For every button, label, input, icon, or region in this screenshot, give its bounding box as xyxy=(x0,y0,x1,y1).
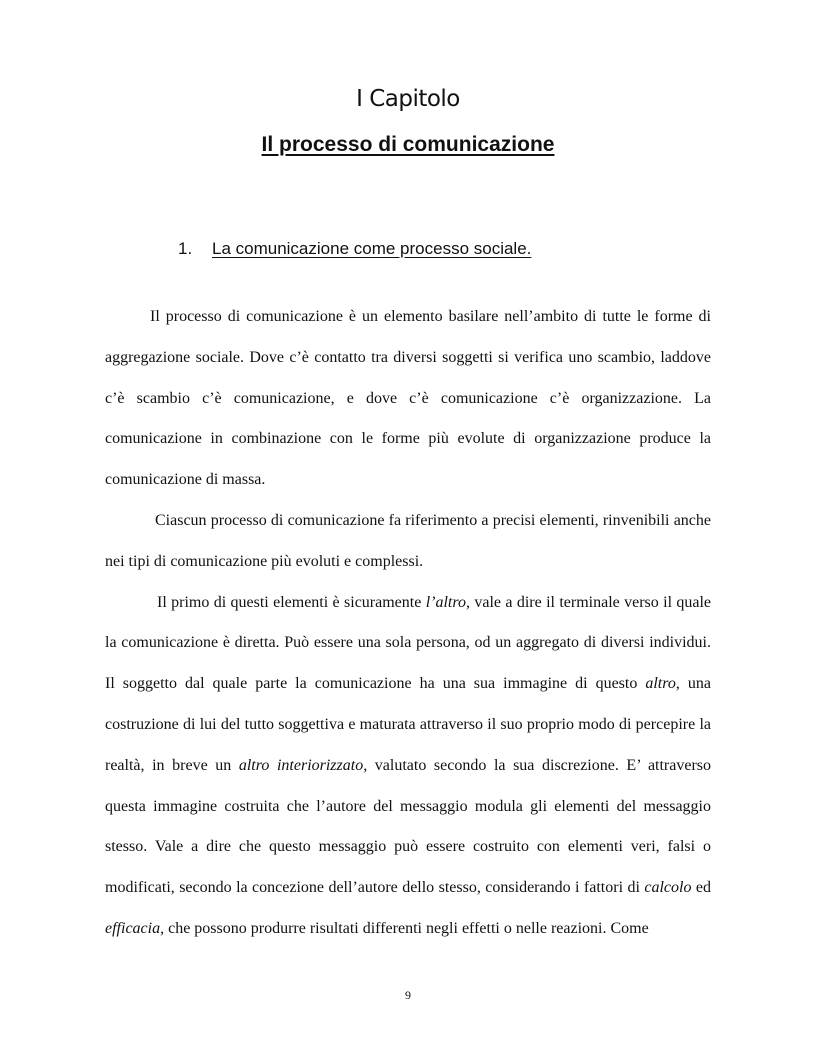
page-number: 9 xyxy=(405,988,411,1002)
section-heading xyxy=(178,239,531,259)
emphasis-altro: l’altro xyxy=(425,593,466,611)
emphasis-calcolo: calcolo xyxy=(644,879,692,897)
chapter-title: Il processo di comunicazione xyxy=(261,133,555,156)
paragraph-1: Il processo di comunicazione è un elemento basilare nell’ambito di tutte le forme di aggregazione sociale. Dove c’è contatto tra diversi soggetti si verifica uno scambio, laddove c’è scambio c’è comunicazione, e dove c’è comunicazione c’è organizzazione. La comunicazione in combinazione con le forme più evolute di organizzazione produce la comunicazione di massa. xyxy=(105,308,711,489)
body-text xyxy=(105,297,711,950)
paragraph-3-text: , che possono produrre risultati differenti negli effetti o nelle reazioni. Come xyxy=(160,919,649,937)
paragraph-3-text: ed xyxy=(695,879,712,897)
section-number: 1. xyxy=(178,239,193,258)
paragraph-3-text: , vale a dire il terminale verso il quale la comunicazione è diretta. Può essere una sola persona, od un aggregato di diversi individui. Il soggetto dal quale parte la comunicazione ha una sua immagine di questo xyxy=(105,593,712,693)
paragraph-3-text: , valutato secondo la sua discrezione. E’ attraverso questa immagine costruita che l’autore del messaggio modula gli elementi del messaggio stesso. Vale a dire che questo messaggio può essere costruito con elementi veri, falsi o modificati, secondo la concezione dell’autore dello stesso, considerando i fattori di xyxy=(105,756,712,897)
emphasis-altro-interiorizzato: altro interiorizzato xyxy=(238,756,364,774)
paragraph-3 xyxy=(105,583,711,950)
section-title: La comunicazione come processo sociale. xyxy=(212,239,532,258)
emphasis-altro-2: altro xyxy=(645,675,676,693)
paragraph-3-text: , una costruzione di lui del tutto soggettiva e maturata attraverso il suo proprio modo di percepire la realtà, in breve un xyxy=(105,675,711,774)
emphasis-efficacia: efficacia xyxy=(105,919,161,937)
chapter-label: I Capitolo xyxy=(356,86,460,112)
paragraph-3-text: Il primo di questi elementi è sicuramente xyxy=(157,593,422,611)
paragraph-2: Ciascun processo di comunicazione fa riferimento a precisi elementi, rinvenibili anche nei tipi di comunicazione più evoluti e complessi. xyxy=(105,511,711,570)
